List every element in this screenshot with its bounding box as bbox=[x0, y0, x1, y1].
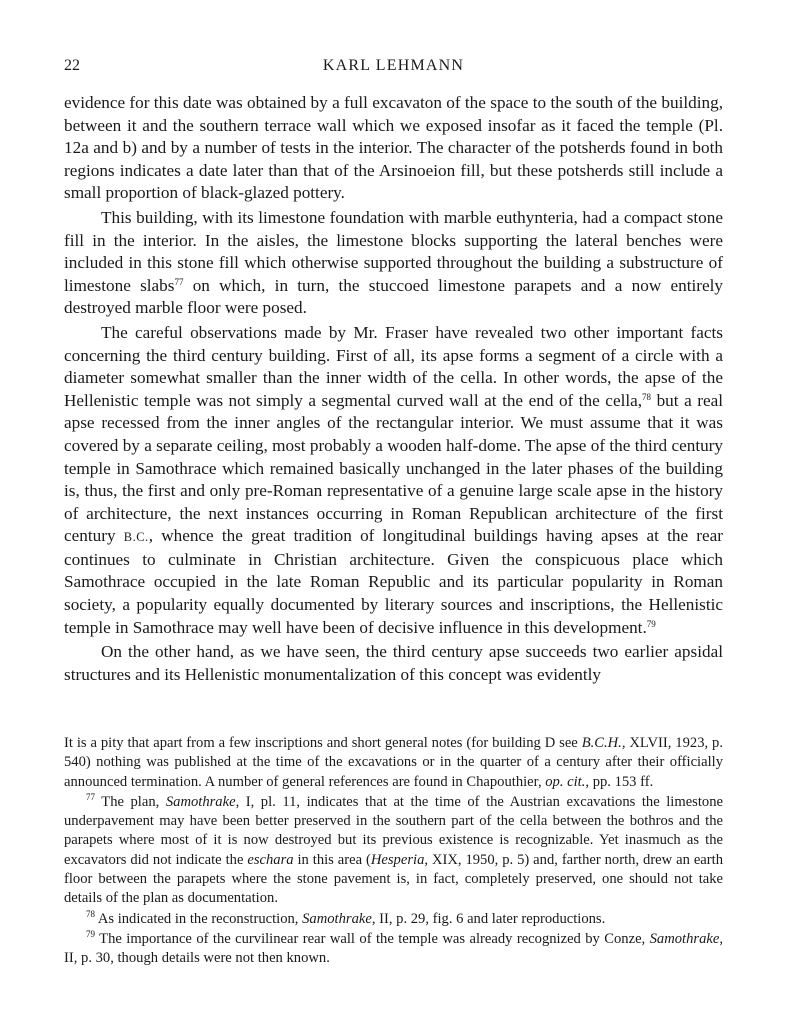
citation-samothrake: Samothrake bbox=[302, 910, 372, 927]
footnotes bbox=[64, 734, 723, 970]
paragraph-1 bbox=[64, 92, 723, 205]
citation-samothrake: Samothrake bbox=[649, 930, 720, 947]
footnote-78-text-b: , II, p. 29, fig. 6 and later reproductions. bbox=[371, 910, 606, 927]
paragraph-2-text-a: This building, with its limestone foundation with marble euthynteria, had a compact stone fill in the interior. In the aisles, the limestone blocks supporting the lateral benches were included in this stone fill which otherwise supported throughout the building a substructure of limestone slabs bbox=[64, 207, 723, 295]
footnote-ref-78: 78 bbox=[642, 391, 652, 402]
footnote-continued-text-a: It is a pity that apart from a few inscriptions and short general notes (for building D see bbox=[64, 735, 582, 751]
footnote-78 bbox=[64, 910, 723, 929]
page-number: 22 bbox=[64, 57, 80, 74]
paragraph-4-text: On the other hand, as we have seen, the third century apse succeeds two earlier apsidal structures and its Hellenistic monumentalization of this concept was evidently bbox=[64, 642, 723, 684]
footnote-number-77: 77 bbox=[86, 791, 95, 802]
footnote-79 bbox=[64, 930, 723, 969]
footnote-77 bbox=[64, 793, 723, 909]
citation-hesperia: Hesperia bbox=[370, 851, 425, 868]
citation-op-cit: op. cit. bbox=[545, 773, 586, 790]
footnote-79-text-b: , II, p. 30, though details were not then known. bbox=[64, 930, 723, 967]
footnote-continued-text-b: , XLVII, 1923, p. 540) nothing was published at the time of the excavations or in the quarter of a century after their officially announced termination. A number of general references are found in Chapouthier, bbox=[64, 735, 723, 790]
footnote-continued-text-c: , pp. 153 ff. bbox=[585, 773, 654, 790]
footnote-77-text-b: , I, pl. 11, indicates that at the time of the Austrian excavations the limestone underpavement may have been better preserved in the southern part of the cella between the bothros and the parapets where most of it is now destroyed but its previous existence is recognizable. Yet inasmuch as the excavators did not indicate the bbox=[64, 793, 723, 868]
footnote-ref-79: 79 bbox=[646, 618, 656, 629]
paragraph-1-text: evidence for this date was obtained by a full excavaton of the space to the south of the building, between it and the southern terrace wall which we exposed insofar as it faced the temple (Pl. 12a and b) and by a number of tests in the interior. The character of the potsherds found in both regions indicates a date later than that of the Arsinoeion fill, but these potsherds still include a small proportion of black-glazed pottery. bbox=[64, 93, 723, 203]
paragraph-2 bbox=[64, 207, 723, 320]
footnote-79-text-a: The importance of the curvilinear rear wall of the temple was already recognized by Conze, bbox=[95, 930, 650, 947]
paragraph-3-text-b: but a real apse recessed from the inner angles of the rectangular interior. We must assume that it was covered by a separate ceiling, most probably a wooden half-dome. The apse of the third century temple in Samothrace which remained basically unchanged in the later phases of the building is, thus, the first and only pre-Roman representative of a genuine large scale apse in the history of architecture, the next instances occurring in Roman Republican architecture of the first century bbox=[64, 390, 723, 546]
footnote-77-text-d: , XIX, 1950, p. 5) and, farther north, drew an earth floor between the parapets where the stone pavement is, in fact, completely preserved, one should not take details of the plan as documentation. bbox=[64, 851, 723, 907]
paragraph-3-text-c: , whence the great tradition of longitudinal buildings having apses at the rear continues to culminate in Christian architecture. Given the conspicuous place which Samothrace occupied in the late Roman Republic and its particular popularity in Roman society, a popularity equally documented by literary sources and inscriptions, the Hellenistic temple in Samothrace may well have been of decisive influence in this development. bbox=[64, 526, 723, 637]
footnote-77-text-a: The plan, bbox=[95, 793, 166, 810]
footnote-continued bbox=[64, 734, 723, 792]
footnote-ref-77: 77 bbox=[174, 276, 184, 287]
paragraph-2-text-b: on which, in turn, the stuccoed limestone parapets and a now entirely destroyed marble floor were posed. bbox=[64, 275, 723, 318]
footnote-77-text-c: in this area ( bbox=[293, 851, 371, 868]
footnote-number-78: 78 bbox=[86, 908, 95, 919]
footnote-number-79: 79 bbox=[86, 928, 95, 939]
paragraph-4 bbox=[64, 641, 723, 686]
body-text bbox=[64, 92, 723, 688]
running-head: KARL LEHMANN bbox=[322, 57, 465, 74]
citation-bch: B.C.H. bbox=[581, 735, 622, 751]
footnote-78-text-a: As indicated in the reconstruction, bbox=[95, 910, 303, 927]
page-header bbox=[64, 57, 723, 81]
term-eschara: eschara bbox=[247, 851, 294, 868]
citation-samothrake: Samothrake bbox=[165, 793, 236, 810]
small-caps-bc: B.C. bbox=[123, 530, 149, 545]
paragraph-3-text-a: The careful observations made by Mr. Fraser have revealed two other important facts concerning the third century building. First of all, its apse forms a segment of a circle with a diameter somewhat smaller than the inner width of the cella. In other words, the apse of the Hellenistic temple was not simply a segmental curved wall at the end of the cella, bbox=[64, 322, 723, 410]
paragraph-3 bbox=[64, 322, 723, 639]
